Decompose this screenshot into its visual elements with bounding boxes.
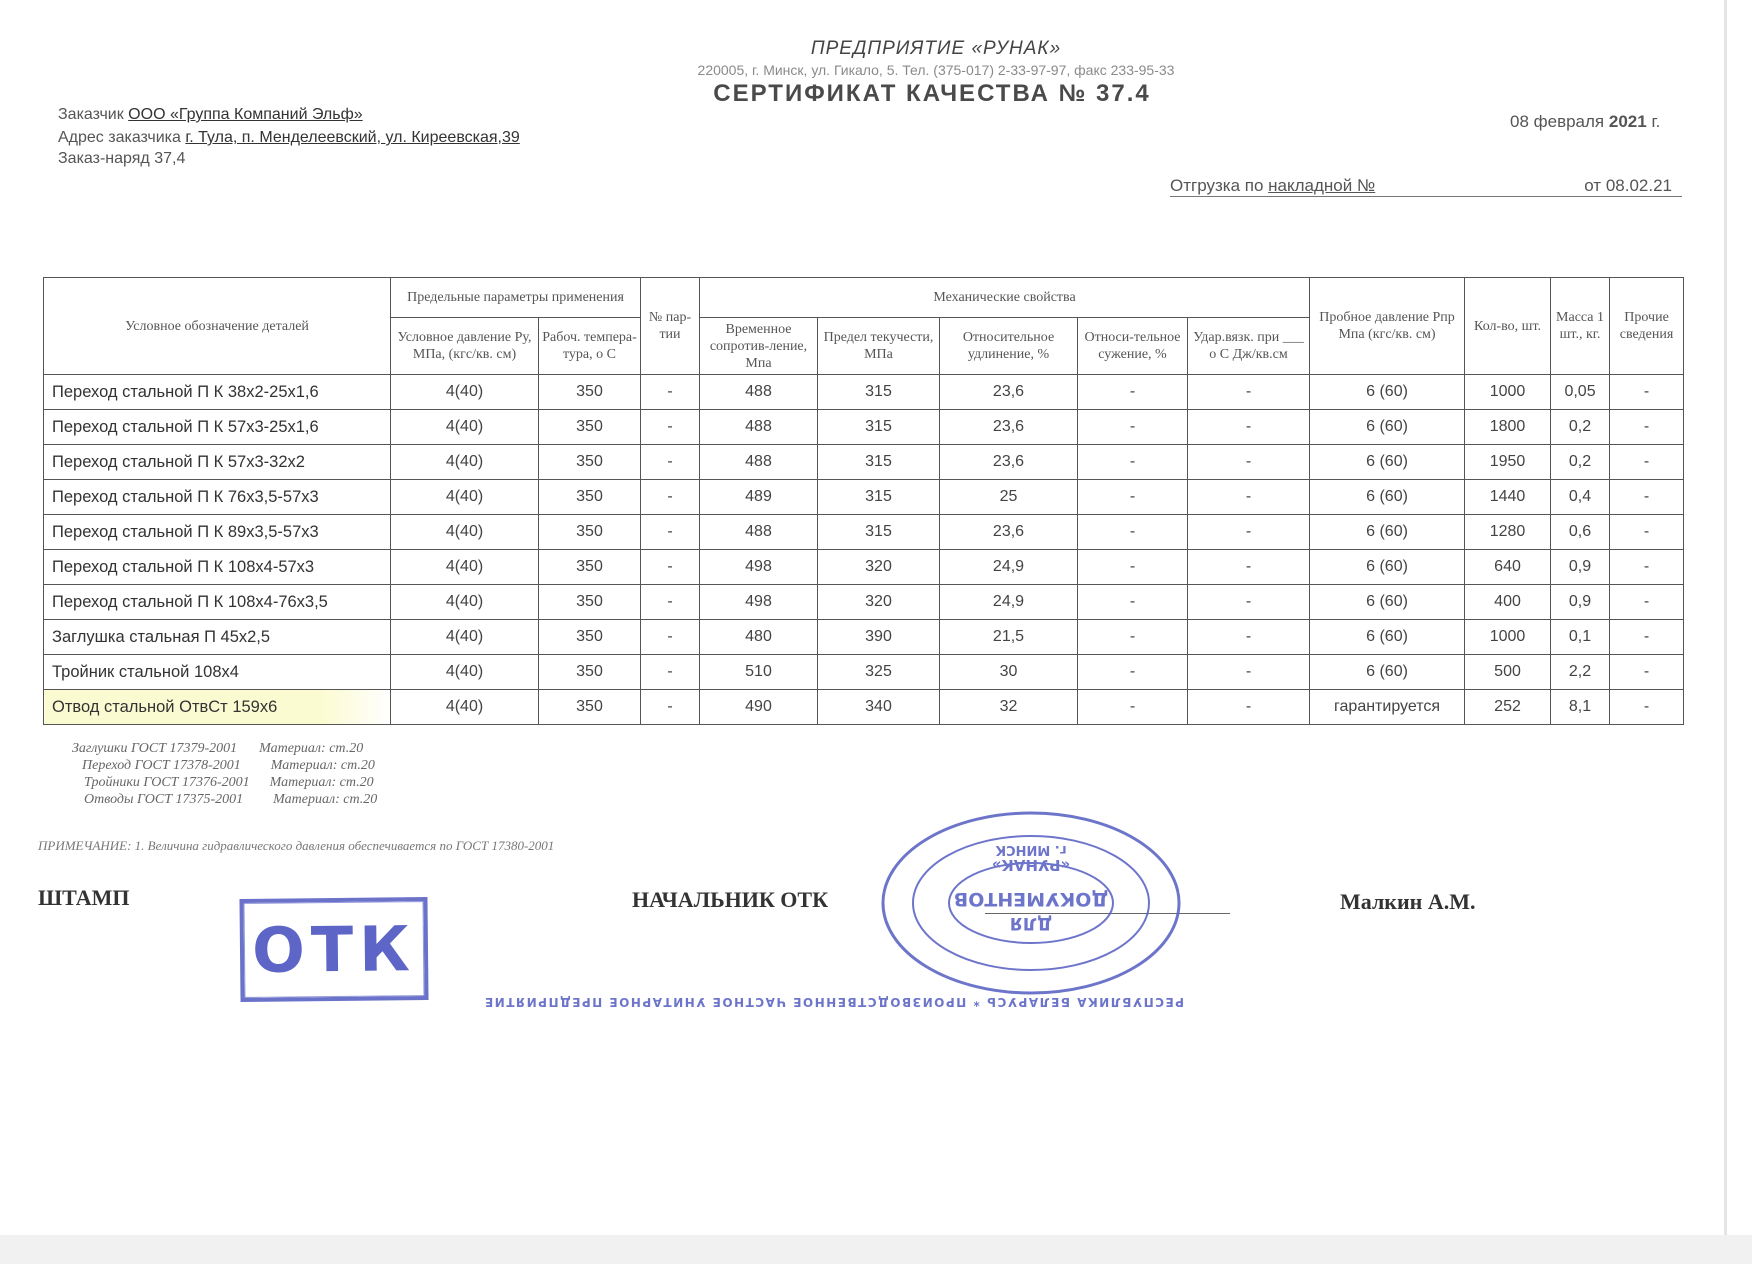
cell-batch: - <box>641 515 700 550</box>
cell-other: - <box>1610 480 1684 515</box>
standard-material: Материал: ст.20 <box>273 792 378 807</box>
cell-impact: - <box>1188 445 1310 480</box>
cell-batch: - <box>641 550 700 585</box>
cell-temp: 350 <box>539 375 641 410</box>
cell-batch: - <box>641 655 700 690</box>
standard-line <box>72 740 377 757</box>
cell-pressure: 4(40) <box>391 550 539 585</box>
cell-reduction: - <box>1078 410 1188 445</box>
cell-impact: - <box>1188 375 1310 410</box>
standard-gost: Переход ГОСТ 17378-2001 <box>82 758 241 773</box>
cell-pressure: 4(40) <box>391 655 539 690</box>
cell-temp: 350 <box>539 655 641 690</box>
cell-qty: 500 <box>1465 655 1551 690</box>
cell-elongation: 21,5 <box>940 620 1078 655</box>
seal-center-line2: ДОКУМЕНТОВ <box>953 888 1109 910</box>
cell-batch: - <box>641 585 700 620</box>
cell-yield: 320 <box>818 550 940 585</box>
stamp-label: ШТАМП <box>38 885 130 910</box>
cell-other: - <box>1610 410 1684 445</box>
cell-tensile: 488 <box>700 410 818 445</box>
date-suffix: г. <box>1651 112 1661 131</box>
table-row <box>44 410 1684 445</box>
header-quantity: Кол-во, шт. <box>1465 278 1551 375</box>
cell-elongation: 24,9 <box>940 585 1078 620</box>
cell-test: 6 (60) <box>1310 585 1465 620</box>
cell-batch: - <box>641 690 700 725</box>
cell-temp: 350 <box>539 480 641 515</box>
cell-name: Переход стальной П К 108х4-76х3,5 <box>44 585 391 620</box>
table-row <box>44 480 1684 515</box>
table-row <box>44 655 1684 690</box>
cell-qty: 1950 <box>1465 445 1551 480</box>
cell-other: - <box>1610 620 1684 655</box>
cell-elongation: 23,6 <box>940 410 1078 445</box>
cell-yield: 315 <box>818 480 940 515</box>
cell-other: - <box>1610 690 1684 725</box>
cell-impact: - <box>1188 515 1310 550</box>
head-of-qc-label: НАЧАЛЬНИК ОТК <box>632 887 829 912</box>
seal-city-text: г. МИНСК <box>995 842 1067 857</box>
cell-elongation: 23,6 <box>940 515 1078 550</box>
cell-name: Отвод стальной ОтвСт 159х6 <box>44 690 391 725</box>
cell-impact: - <box>1188 410 1310 445</box>
seal-company-text: «РУНАК» <box>991 856 1071 874</box>
cell-mass: 0,2 <box>1551 410 1610 445</box>
table-row <box>44 445 1684 480</box>
cell-tensile: 498 <box>700 585 818 620</box>
cell-test: 6 (60) <box>1310 375 1465 410</box>
cell-elongation: 23,6 <box>940 445 1078 480</box>
cell-other: - <box>1610 445 1684 480</box>
cell-test: 6 (60) <box>1310 480 1465 515</box>
cell-other: - <box>1610 585 1684 620</box>
table-row <box>44 550 1684 585</box>
cell-name: Переход стальной П К 76х3,5-57х3 <box>44 480 391 515</box>
header-impact: Удар.вязк. при ___ о С Дж/кв.см <box>1188 318 1310 375</box>
header-mass: Масса 1 шт., кг. <box>1551 278 1610 375</box>
cell-batch: - <box>641 410 700 445</box>
cell-temp: 350 <box>539 445 641 480</box>
cell-yield: 390 <box>818 620 940 655</box>
cell-batch: - <box>641 620 700 655</box>
cell-reduction: - <box>1078 550 1188 585</box>
cell-batch: - <box>641 445 700 480</box>
cell-temp: 350 <box>539 585 641 620</box>
cell-test: гарантируется <box>1310 690 1465 725</box>
cell-impact: - <box>1188 550 1310 585</box>
cell-qty: 252 <box>1465 690 1551 725</box>
cell-reduction: - <box>1078 655 1188 690</box>
cell-name: Тройник стальной 108х4 <box>44 655 391 690</box>
cell-other: - <box>1610 375 1684 410</box>
cell-qty: 400 <box>1465 585 1551 620</box>
cell-other: - <box>1610 515 1684 550</box>
cell-mass: 0,9 <box>1551 550 1610 585</box>
shipment-from-date: 08.02.21 <box>1605 176 1672 195</box>
cell-pressure: 4(40) <box>391 480 539 515</box>
cell-impact: - <box>1188 480 1310 515</box>
cell-tensile: 489 <box>700 480 818 515</box>
header-reduction: Относи-тельное сужение, % <box>1078 318 1188 375</box>
cell-test: 6 (60) <box>1310 550 1465 585</box>
shipment-line <box>1170 176 1682 197</box>
cell-yield: 325 <box>818 655 940 690</box>
table-row <box>44 515 1684 550</box>
company-address: 220005, г. Минск, ул. Гикало, 5. Тел. (375-017) 2-33-97-97, факс 233-95-33 <box>697 62 1175 78</box>
cell-name: Переход стальной П К 57х3-25х1,6 <box>44 410 391 445</box>
cell-mass: 0,4 <box>1551 480 1610 515</box>
cell-reduction: - <box>1078 690 1188 725</box>
shipment-from-label: от <box>1584 176 1602 195</box>
cell-tensile: 488 <box>700 375 818 410</box>
date-year: 2021 <box>1608 112 1647 131</box>
cell-qty: 640 <box>1465 550 1551 585</box>
cell-temp: 350 <box>539 410 641 445</box>
cell-temp: 350 <box>539 620 641 655</box>
header-batch: № пар-тии <box>641 278 700 375</box>
document-date <box>1510 112 1660 132</box>
cell-tensile: 498 <box>700 550 818 585</box>
cell-qty: 1000 <box>1465 375 1551 410</box>
cell-tensile: 490 <box>700 690 818 725</box>
cell-reduction: - <box>1078 480 1188 515</box>
customer-line <box>58 106 363 124</box>
cell-name: Переход стальной П К 108х4-57х3 <box>44 550 391 585</box>
cell-yield: 315 <box>818 515 940 550</box>
cell-pressure: 4(40) <box>391 585 539 620</box>
cell-yield: 340 <box>818 690 940 725</box>
customer-address-line <box>58 129 520 147</box>
cell-mass: 0,05 <box>1551 375 1610 410</box>
quality-table <box>43 277 1684 725</box>
cell-tensile: 480 <box>700 620 818 655</box>
table-row <box>44 375 1684 410</box>
work-order-line <box>58 150 185 168</box>
header-limit-params: Предельные параметры применения <box>391 278 641 318</box>
cell-elongation: 24,9 <box>940 550 1078 585</box>
cell-mass: 2,2 <box>1551 655 1610 690</box>
cell-reduction: - <box>1078 585 1188 620</box>
cell-tensile: 510 <box>700 655 818 690</box>
cell-mass: 0,6 <box>1551 515 1610 550</box>
cell-elongation: 30 <box>940 655 1078 690</box>
cell-name: Заглушка стальная П 45х2,5 <box>44 620 391 655</box>
cell-impact: - <box>1188 585 1310 620</box>
cell-batch: - <box>641 375 700 410</box>
shipment-invoice-label: накладной № <box>1268 176 1376 195</box>
sheet-edge <box>1724 0 1727 1235</box>
standard-line <box>72 774 377 791</box>
cell-impact: - <box>1188 655 1310 690</box>
standard-material: Материал: ст.20 <box>269 775 374 790</box>
table-row <box>44 620 1684 655</box>
cell-yield: 315 <box>818 410 940 445</box>
cell-other: - <box>1610 550 1684 585</box>
cell-reduction: - <box>1078 445 1188 480</box>
cell-temp: 350 <box>539 690 641 725</box>
header-tensile: Временное сопротив-ление, Мпа <box>700 318 818 375</box>
cell-qty: 1440 <box>1465 480 1551 515</box>
customer-value: ООО «Группа Компаний Эльф» <box>128 106 363 123</box>
header-designation: Условное обозначение деталей <box>44 278 391 375</box>
cell-test: 6 (60) <box>1310 620 1465 655</box>
cell-reduction: - <box>1078 620 1188 655</box>
cell-qty: 1000 <box>1465 620 1551 655</box>
cell-yield: 315 <box>818 445 940 480</box>
cell-name: Переход стальной П К 38х2-25х1,6 <box>44 375 391 410</box>
standard-gost: Тройники ГОСТ 17376-2001 <box>84 775 250 790</box>
cell-tensile: 488 <box>700 445 818 480</box>
cell-name: Переход стальной П К 57х3-32х2 <box>44 445 391 480</box>
header-nominal-pressure: Условное давление Ру, МПа, (кгс/кв. см) <box>391 318 539 375</box>
cell-other: - <box>1610 655 1684 690</box>
cell-test: 6 (60) <box>1310 410 1465 445</box>
cell-tensile: 488 <box>700 515 818 550</box>
cell-elongation: 23,6 <box>940 375 1078 410</box>
cell-qty: 1280 <box>1465 515 1551 550</box>
cell-mass: 0,2 <box>1551 445 1610 480</box>
cell-mass: 0,9 <box>1551 585 1610 620</box>
cell-temp: 350 <box>539 550 641 585</box>
cell-reduction: - <box>1078 375 1188 410</box>
standard-material: Материал: ст.20 <box>259 741 364 756</box>
cell-elongation: 32 <box>940 690 1078 725</box>
cell-reduction: - <box>1078 515 1188 550</box>
work-order-label: Заказ-наряд <box>58 150 150 167</box>
header-other: Прочие сведения <box>1610 278 1684 375</box>
cell-pressure: 4(40) <box>391 620 539 655</box>
customer-address-value: г. Тула, п. Менделеевский, ул. Киреевская,39 <box>185 129 520 146</box>
date-day-month: 08 февраля <box>1510 112 1605 131</box>
standard-line <box>72 757 377 774</box>
cell-impact: - <box>1188 690 1310 725</box>
hydraulic-note: ПРИМЕЧАНИЕ: 1. Величина гидравлического давления обеспечивается по ГОСТ 17380-2001 <box>38 838 555 853</box>
header-mechanical: Механические свойства <box>700 278 1310 318</box>
standard-line <box>72 791 377 808</box>
otk-stamp: ОТК <box>239 897 428 1002</box>
cell-test: 6 (60) <box>1310 515 1465 550</box>
header-work-temp: Рабоч. темпера-тура, о С <box>539 318 641 375</box>
header-yield: Предел текучести, МПа <box>818 318 940 375</box>
shipment-label: Отгрузка по <box>1170 176 1264 195</box>
work-order-value: 37,4 <box>154 150 186 167</box>
cell-yield: 315 <box>818 375 940 410</box>
cell-pressure: 4(40) <box>391 410 539 445</box>
standard-material: Материал: ст.20 <box>270 758 375 773</box>
cell-mass: 8,1 <box>1551 690 1610 725</box>
cell-qty: 1800 <box>1465 410 1551 445</box>
scanner-margin <box>0 1235 1752 1264</box>
cell-test: 6 (60) <box>1310 655 1465 690</box>
cell-pressure: 4(40) <box>391 515 539 550</box>
header-test-pressure: Пробное давление Рпр Мпа (кгс/кв. см) <box>1310 278 1465 375</box>
seal-ring-text: РЕСПУБЛИКА БЕЛАРУСЬ * ПРОИЗВОДСТВЕННОЕ ЧАСТНОЕ УНИТАРНОЕ ПРЕДПРИЯТИЕ <box>483 995 1184 1009</box>
standard-gost: Заглушки ГОСТ 17379-2001 <box>72 741 238 756</box>
header-elongation: Относительное удлинение, % <box>940 318 1078 375</box>
table-row <box>44 690 1684 725</box>
cell-mass: 0,1 <box>1551 620 1610 655</box>
cell-impact: - <box>1188 620 1310 655</box>
cell-name: Переход стальной П К 89х3,5-57х3 <box>44 515 391 550</box>
cell-temp: 350 <box>539 515 641 550</box>
certificate-title: СЕРТИФИКАТ КАЧЕСТВА № 37.4 <box>713 80 1151 107</box>
cell-pressure: 4(40) <box>391 690 539 725</box>
customer-address-label: Адрес заказчика <box>58 129 181 146</box>
company-name: ПРЕДПРИЯТИЕ «РУНАК» <box>810 38 1062 59</box>
seal-center-line1: ДЛЯ <box>1009 913 1053 933</box>
cell-yield: 320 <box>818 585 940 620</box>
cell-pressure: 4(40) <box>391 375 539 410</box>
shipment-date <box>1584 176 1672 196</box>
cell-elongation: 25 <box>940 480 1078 515</box>
table-row <box>44 585 1684 620</box>
customer-label: Заказчик <box>58 106 124 123</box>
cell-batch: - <box>641 480 700 515</box>
cell-test: 6 (60) <box>1310 445 1465 480</box>
standard-gost: Отводы ГОСТ 17375-2001 <box>84 792 244 807</box>
signatory-name: Малкин А.М. <box>1340 889 1476 914</box>
standards-list <box>72 740 377 808</box>
cell-pressure: 4(40) <box>391 445 539 480</box>
